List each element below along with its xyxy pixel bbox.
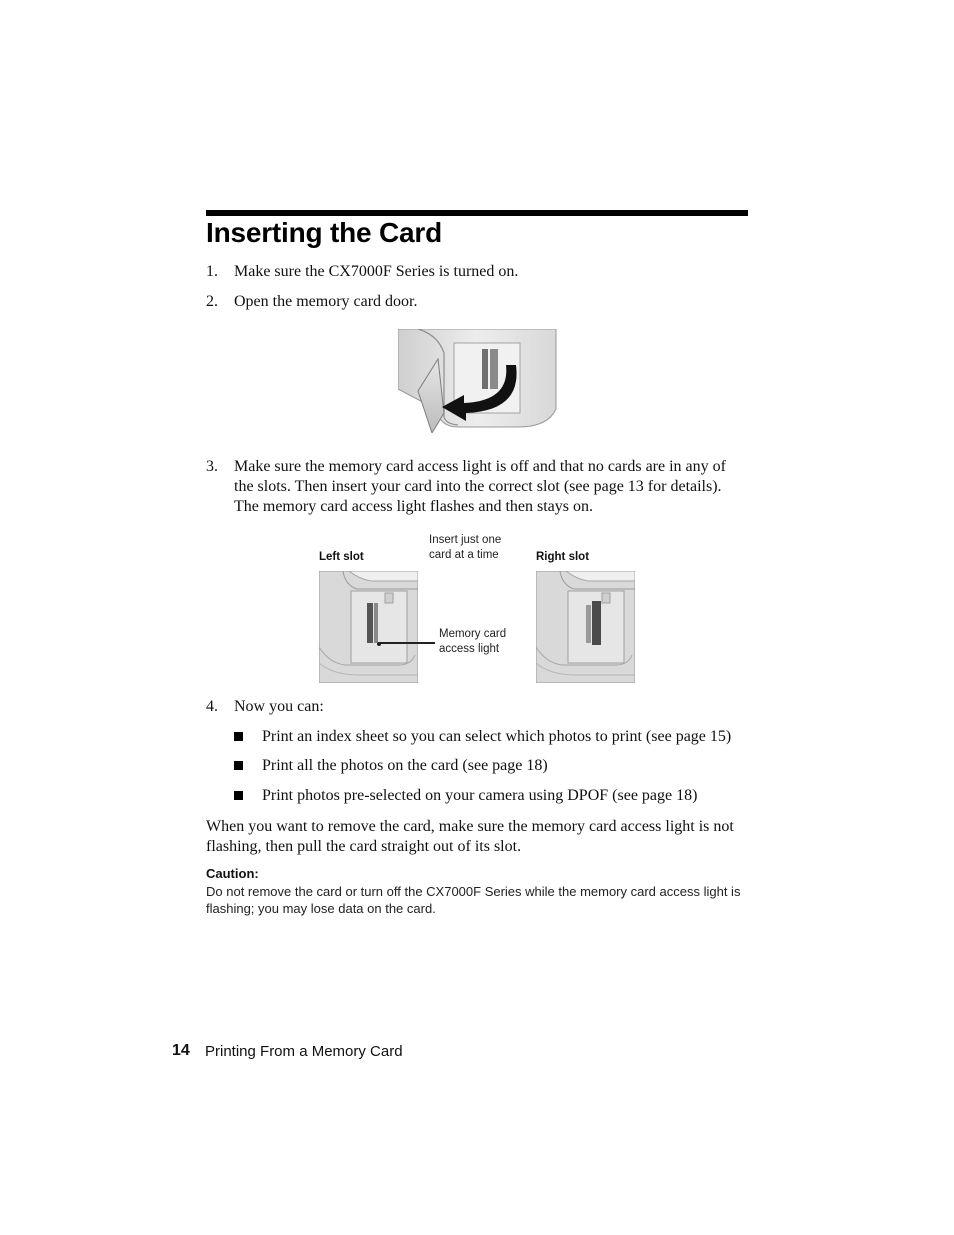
step-number: 3. xyxy=(206,458,218,475)
chapter-title: Printing From a Memory Card xyxy=(205,1043,403,1060)
right-slot-illustration xyxy=(536,571,635,683)
square-bullet-icon xyxy=(234,761,243,770)
step-text: Open the memory card door. xyxy=(234,293,418,310)
step-number: 2. xyxy=(206,293,218,310)
square-bullet-icon xyxy=(234,791,243,800)
light-note: Memory card access light xyxy=(439,628,507,655)
left-slot-figure xyxy=(319,571,418,683)
open-door-figure xyxy=(398,329,558,433)
list-item-text: Print all the photos on the card (see page 18) xyxy=(262,757,548,774)
insert-note: Insert just one card at a time xyxy=(429,534,502,561)
light-pointer-line xyxy=(379,642,435,644)
caution-title: Caution: xyxy=(206,866,259,881)
step-text: Make sure the memory card access light is off and that no cards are in any of the slots. Then insert your card into the correct slot (see page 13 for details). The memory card access light flashes and then stays on. xyxy=(234,458,726,515)
right-slot-figure xyxy=(536,571,635,683)
list-item-text: Print an index sheet so you can select which photos to print (see page 15) xyxy=(262,728,732,745)
caution-text: Do not remove the card or turn off the CX7000F Series while the memory card access light is flashing; you may lose data on the card. xyxy=(206,884,741,916)
list-item-text: Print photos pre-selected on your camera using DPOF (see page 18) xyxy=(262,787,698,804)
step-number: 1. xyxy=(206,263,218,280)
left-slot-illustration xyxy=(319,571,418,683)
left-slot-label: Left slot xyxy=(319,551,364,563)
printer-door-illustration xyxy=(398,329,558,433)
remove-card-paragraph: When you want to remove the card, make sure the memory card access light is not flashing, then pull the card straight out of its slot. xyxy=(206,818,734,855)
right-slot-label: Right slot xyxy=(536,551,590,563)
step-text: Now you can: xyxy=(234,698,324,715)
square-bullet-icon xyxy=(234,732,243,741)
page-number: 14 xyxy=(172,1042,190,1059)
step-3 xyxy=(206,457,751,519)
step-text: Make sure the CX7000F Series is turned on. xyxy=(234,263,519,280)
section-rule xyxy=(206,210,748,216)
step-number: 4. xyxy=(206,698,218,715)
section-title: Inserting the Card xyxy=(206,217,442,248)
